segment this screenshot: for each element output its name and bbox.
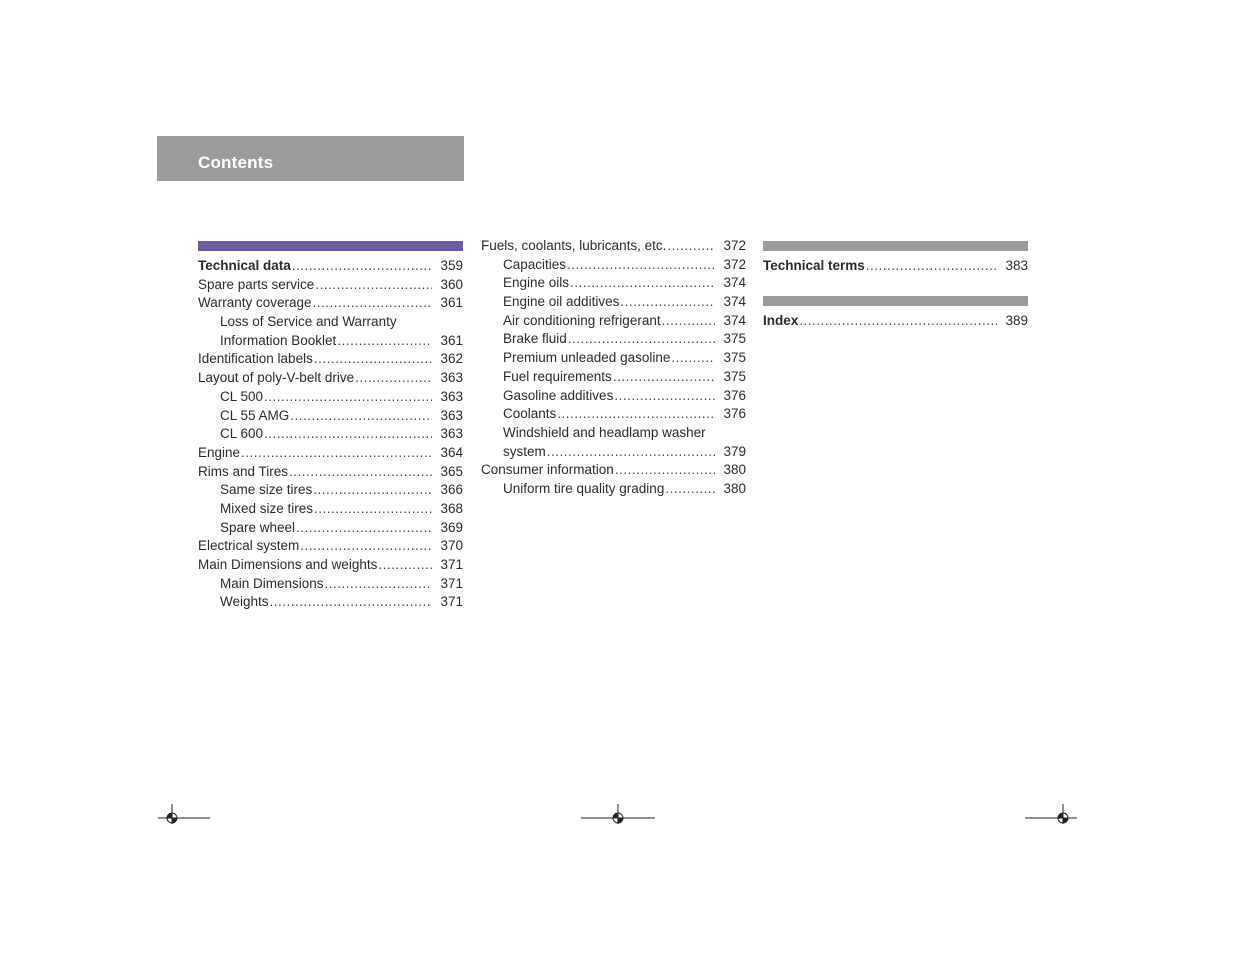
toc-entry[interactable] [198,388,463,407]
dot-leader [662,312,715,331]
toc-entry-label-line: Loss of Service and Warranty [220,314,397,330]
toc-entry-page: 365 [440,463,463,479]
toc-entry[interactable] [198,575,463,594]
toc-entry-page: 368 [440,500,463,516]
toc-entry-page: 375 [723,350,746,366]
toc-entry-label: Rims and Tires [198,463,289,479]
dot-leader [264,425,432,444]
toc-entry-label: Engine oils [503,275,570,291]
toc-entry-label: Air conditioning refrigerant [503,312,661,328]
toc-entry[interactable] [198,425,463,444]
toc-entry-page: 383 [1005,258,1028,273]
registration-mark-icon [1024,803,1078,825]
toc-entry-page: 360 [440,276,463,292]
dot-leader [568,330,715,349]
toc-entry-label: Layout of poly-V-belt drive [198,370,355,386]
toc-entry-page: 374 [723,312,746,328]
toc-entry-label: Gasoline additives [503,387,614,403]
toc-entry-label: Consumer information [481,462,614,478]
registration-mark-icon [580,803,656,825]
page-title: Contents [198,153,274,172]
contents-header [157,136,464,181]
dot-leader [325,575,432,594]
toc-entry[interactable] [198,556,463,575]
toc-entry-label: Engine [198,444,241,460]
toc-entry-label: Same size tires [220,482,313,498]
dot-leader [557,405,715,424]
toc-entry[interactable] [481,349,746,368]
toc-entry[interactable] [481,293,746,312]
dot-leader [241,444,432,463]
toc-entry-label: Index [763,312,799,328]
toc-entry[interactable] [198,481,463,500]
toc-entry-page: 363 [440,426,463,442]
toc-entry-label: Mixed size tires [220,500,314,516]
toc-entry-page: 376 [723,387,746,403]
toc-entry-page: 375 [723,331,746,347]
dot-leader [378,556,432,575]
toc-column-1 [198,241,463,612]
toc-entry-label: CL 600 [220,426,264,442]
toc-entry-page: 376 [723,406,746,422]
dot-leader [866,257,997,276]
toc-entry-page: 379 [723,443,746,459]
toc-entry-label: CL 55 AMG [220,407,290,423]
toc-entry-label: Spare wheel [220,519,296,535]
dot-leader [665,480,715,499]
toc-entry-label: Information Booklet [220,332,337,348]
toc-entry-label: Warranty coverage [198,295,312,311]
toc-entry-page: 371 [440,575,463,591]
dot-leader [620,293,715,312]
toc-entry[interactable] [481,237,746,256]
toc-entry-label: Technical data [198,258,291,273]
dot-leader [671,349,715,368]
toc-entry-page: 389 [1005,312,1028,328]
toc-entry-page: 375 [723,368,746,384]
toc-entry-page: 359 [440,258,463,273]
toc-entry-page: 366 [440,482,463,498]
toc-entry-page: 374 [723,275,746,291]
dot-leader [270,593,432,612]
toc-entry-page: 371 [440,594,463,610]
toc-entry-page: 362 [440,351,463,367]
toc-entry[interactable] [198,294,463,313]
toc-column-3 [763,241,1028,330]
dot-leader [300,537,432,556]
dot-leader [799,312,997,331]
registration-mark-icon [157,803,211,825]
toc-entry-page: 380 [723,480,746,496]
toc-entry[interactable] [198,257,463,276]
dot-leader [292,257,432,276]
toc-entry-label: Spare parts service [198,276,315,292]
toc-entry-page: 370 [440,538,463,554]
toc-entry-label: Fuel requirements [503,368,612,384]
dot-leader [570,274,715,293]
toc-entry-label: Fuels, coolants, lubricants, etc. [481,238,667,253]
dot-leader [313,481,432,500]
toc-entry-label: Engine oil additives [503,294,620,310]
dot-leader [313,294,432,313]
toc-entry-label: CL 500 [220,388,264,404]
toc-entry-label: Brake fluid [503,331,567,347]
dot-leader [615,461,715,480]
toc-entry-page: 372 [723,238,746,253]
toc-entry-label: Technical terms [763,258,865,273]
toc-entry-label: Identification labels [198,351,313,367]
dot-leader [289,463,432,482]
toc-entry-page: 363 [440,388,463,404]
toc-entry-page: 364 [440,444,463,460]
toc-entry-label: Uniform tire quality grading [503,480,665,496]
toc-entry-label-line: Windshield and headlamp washer [503,424,706,440]
dot-leader [314,350,432,369]
dot-leader [667,237,715,256]
dot-leader [315,276,432,295]
toc-entry-page: 372 [723,256,746,272]
section-bar [763,296,1028,306]
dot-leader [355,369,432,388]
toc-entry[interactable] [481,387,746,406]
toc-entry[interactable] [198,519,463,538]
toc-entry[interactable] [481,461,746,480]
dot-leader [296,519,432,538]
toc-entry-label: Capacities [503,256,567,272]
toc-entry-label: Electrical system [198,538,300,554]
toc-entry[interactable] [198,463,463,482]
toc-entry-page: 371 [440,557,463,572]
toc-entry[interactable] [763,257,1028,276]
toc-entry[interactable] [198,276,463,295]
dot-leader [290,407,432,426]
toc-entry-label: Weights [220,594,269,610]
toc-entry-page: 374 [723,294,746,310]
toc-entry[interactable] [481,480,746,499]
toc-entry[interactable] [481,274,746,293]
section-bar [198,241,463,251]
toc-entry[interactable] [763,312,1028,331]
dot-leader [337,332,432,351]
toc-entry[interactable] [481,405,746,424]
toc-entry[interactable] [481,330,746,349]
toc-entry-page: 363 [440,407,463,423]
toc-entry[interactable] [198,350,463,369]
toc-entry[interactable] [481,256,746,275]
toc-entry[interactable] [198,537,463,556]
dot-leader [614,387,715,406]
dot-leader [314,500,432,519]
toc-entry[interactable] [481,312,746,331]
dot-leader [567,256,715,275]
toc-entry[interactable] [198,369,463,388]
dot-leader [547,443,715,462]
toc-entry-page: 380 [723,462,746,478]
toc-entry[interactable] [481,368,746,387]
toc-entry-page: 361 [440,332,463,348]
dot-leader [264,388,432,407]
toc-entry-page: 363 [440,370,463,386]
toc-entry-page: 361 [440,295,463,311]
toc-entry[interactable] [198,444,463,463]
toc-entry-label: Main Dimensions and weights [198,557,378,572]
dot-leader [613,368,715,387]
toc-entry[interactable] [198,500,463,519]
toc-entry[interactable] [198,332,463,351]
toc-entry[interactable] [481,443,746,462]
toc-entry[interactable] [198,407,463,426]
toc-entry-label: Main Dimensions [220,575,324,591]
toc-entry[interactable] [198,593,463,612]
toc-entry-label: system [503,443,546,459]
toc-entry-page: 369 [440,519,463,535]
section-bar [763,241,1028,251]
toc-entry-label: Premium unleaded gasoline [503,350,671,366]
toc-entry-label: Coolants [503,406,557,422]
toc-column-2 [481,237,746,499]
